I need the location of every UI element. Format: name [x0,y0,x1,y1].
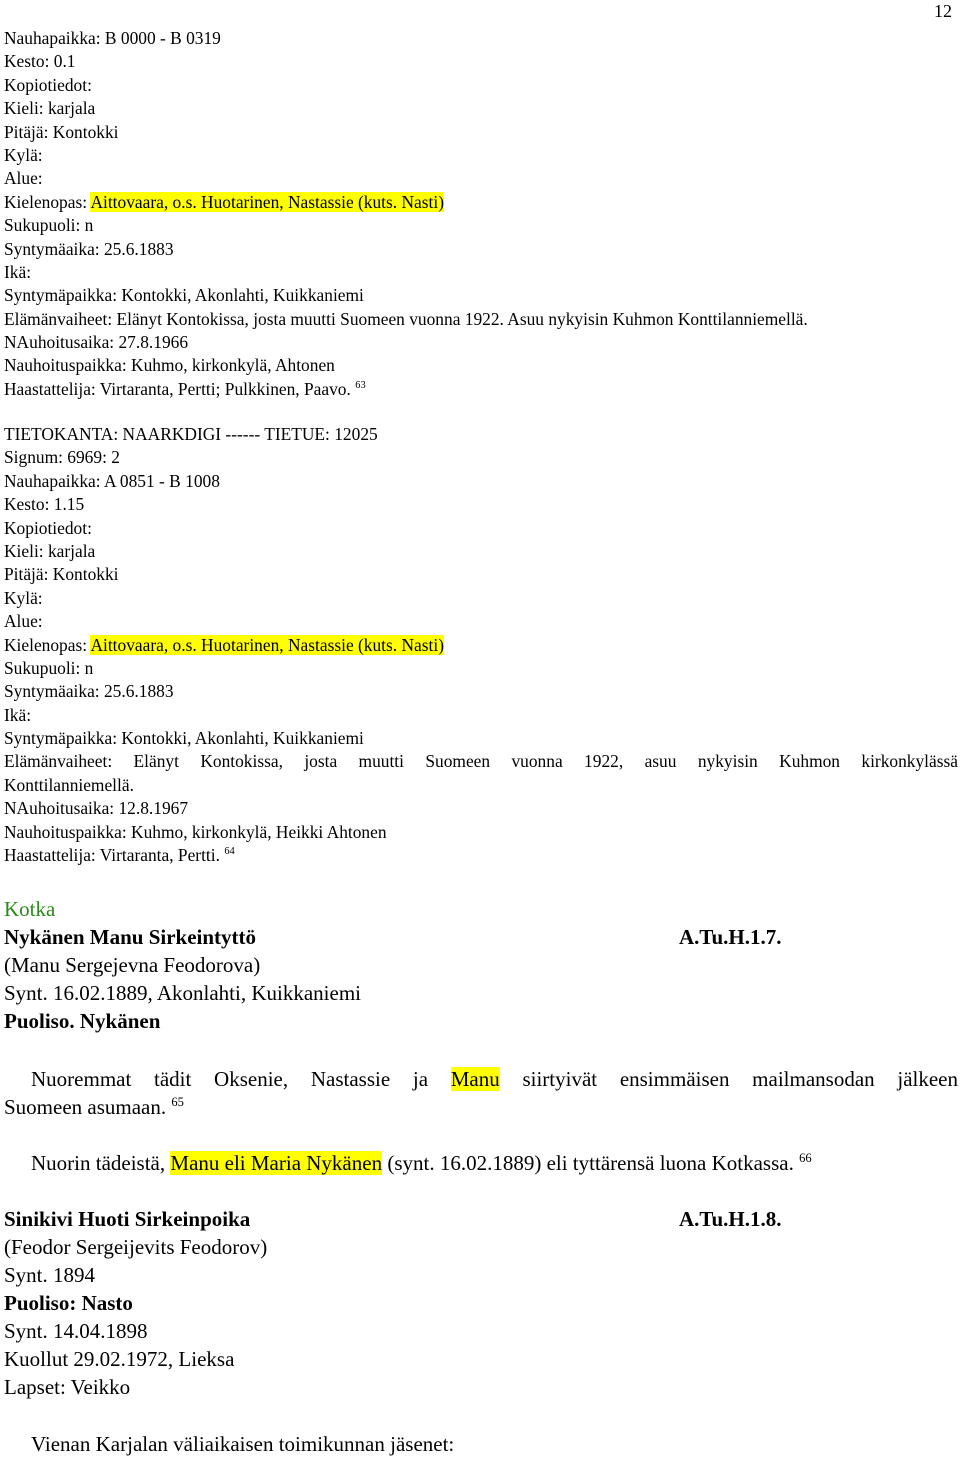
para1-after: siirtyivät ensimmäisen mailmansodan jälkeen [499,1067,958,1091]
kielenopas-label: Kielenopas: [4,634,91,655]
footnote-ref: 63 [355,380,366,392]
archive-record-1 [4,27,958,401]
person-spouse: Puoliso. Nykänen [4,1009,161,1033]
para1-before: Nuoremmat tädit Oksenie, Nastassie ja [31,1067,451,1091]
footnote-ref: 65 [171,1095,184,1109]
paragraph-2 [4,1149,958,1177]
nauhoituspaikka: Nauhoituspaikka: Kuhmo, kirkonkylä, Heikki Ahtonen [4,821,387,842]
para1-line2: Suomeen asumaan. [4,1095,167,1119]
syntymaaika: Syntymäaika: 25.6.1883 [4,681,174,702]
sukupuoli: Sukupuoli: n [4,215,94,236]
sukupuoli: Sukupuoli: n [4,657,94,678]
person-children: Lapset: Veikko [4,1375,131,1399]
paragraph-2-line1 [4,1149,958,1177]
para2-before: Nuorin tädeistä, [31,1151,171,1175]
kyla: Kylä: [4,587,43,608]
nauhoitusaika: NAuhoitusaika: 12.8.1967 [4,798,189,819]
person-born: Synt. 1894 [4,1263,96,1287]
page-number: 12 [934,1,952,21]
haastattelija [4,844,958,867]
kieli: Kieli: karjala [4,540,96,561]
nauhapaikka: Nauhapaikka: A 0851 - B 1008 [4,470,220,491]
elamanvaiheet: Elämänvaiheet: Elänyt Kontokissa, josta muutti Suomeen vuonna 1922. Asuu nykyisin Kuhmon Konttilanniemellä. [4,308,808,329]
person-spouse-born: Synt. 14.04.1898 [4,1319,148,1343]
archive-record-2 [4,423,958,867]
person-alt-name: (Feodor Sergeijevits Feodorov) [4,1235,268,1259]
elamanvaiheet-line2: Konttilanniemellä. [4,774,134,795]
elamanvaiheet-line1: Elämänvaiheet: Elänyt Kontokissa, josta muutti Suomeen vuonna 1922, asuu nykyisin Kuhmon kirkonkylässä [4,751,958,772]
ika: Ikä: [4,261,32,282]
syntymapaikka: Syntymäpaikka: Kontokki, Akonlahti, Kuikkaniemi [4,285,364,306]
nauhoitusaika: NAuhoitusaika: 27.8.1966 [4,332,189,353]
kesto: Kesto: 1.15 [4,494,85,515]
kopiotiedot: Kopiotiedot: [4,517,92,538]
footnote-ref: 66 [799,1151,812,1165]
kopiotiedot: Kopiotiedot: [4,74,92,95]
person-spouse-row [4,1289,958,1317]
person-code: A.Tu.H.1.7. [679,925,782,949]
nauhoituspaikka: Nauhoituspaikka: Kuhmo, kirkonkylä, Ahtonen [4,355,335,376]
alue: Alue: [4,168,43,189]
footnote-ref: 64 [224,846,235,858]
person-name-row [4,1205,958,1233]
section-heading: Kotka [4,897,56,921]
pitaja: Pitäjä: Kontokki [4,564,119,585]
person-name: Sinikivi Huoti Sirkeinpoika [4,1207,251,1231]
haastattelija-text: Haastattelija: Virtaranta, Pertti. [4,845,220,866]
closing-line: Vienan Karjalan väliaikaisen toimikunnan jäsenet: [31,1432,455,1456]
kieli: Kieli: karjala [4,98,96,119]
kielenopas [4,191,958,214]
kyla: Kylä: [4,144,43,165]
person-died: Kuollut 29.02.1972, Lieksa [4,1347,235,1371]
paragraph-1-line1 [4,1065,958,1093]
para2-after: (synt. 16.02.1889) eli tyttärensä luona Kotkassa. [382,1151,794,1175]
kielenopas-value: Aittovaara, o.s. Huotarinen, Nastassie (kuts. Nasti) [90,191,444,212]
kielenopas-label: Kielenopas: [4,191,91,212]
person-entry-1 [4,895,958,1035]
kielenopas-value: Aittovaara, o.s. Huotarinen, Nastassie (kuts. Nasti) [90,634,444,655]
person-code: A.Tu.H.1.8. [679,1207,782,1231]
syntymapaikka: Syntymäpaikka: Kontokki, Akonlahti, Kuikkaniemi [4,728,364,749]
tietokanta: TIETOKANTA: NAARKDIGI ------ TIETUE: 12025 [4,424,378,444]
person-name: Nykänen Manu Sirkeintyttö [4,925,257,949]
person-spouse: Puoliso: Nasto [4,1291,133,1315]
person-alt-name: (Manu Sergejevna Feodorova) [4,953,261,977]
haastattelija [4,378,958,401]
paragraph-1-line2 [4,1093,958,1121]
para2-highlight: Manu eli Maria Nykänen [170,1151,383,1175]
haastattelija-text: Haastattelija: Virtaranta, Pertti; Pulkkinen, Paavo. [4,378,351,399]
paragraph-1 [4,1065,958,1121]
alue: Alue: [4,611,43,632]
person-born: Synt. 16.02.1889, Akonlahti, Kuikkaniemi [4,981,361,1005]
person-spouse-row [4,1007,958,1035]
para1-highlight: Manu [450,1067,500,1091]
person-name-row [4,923,958,951]
nauhapaikka: Nauhapaikka: B 0000 - B 0319 [4,28,221,48]
signum: Signum: 6969: 2 [4,447,120,468]
closing-line-block [4,1430,958,1458]
pitaja: Pitäjä: Kontokki [4,121,119,142]
syntymaaika: Syntymäaika: 25.6.1883 [4,238,174,259]
kesto: Kesto: 0.1 [4,51,76,72]
kielenopas [4,634,958,657]
ika: Ikä: [4,704,32,725]
person-entry-2 [4,1205,958,1401]
